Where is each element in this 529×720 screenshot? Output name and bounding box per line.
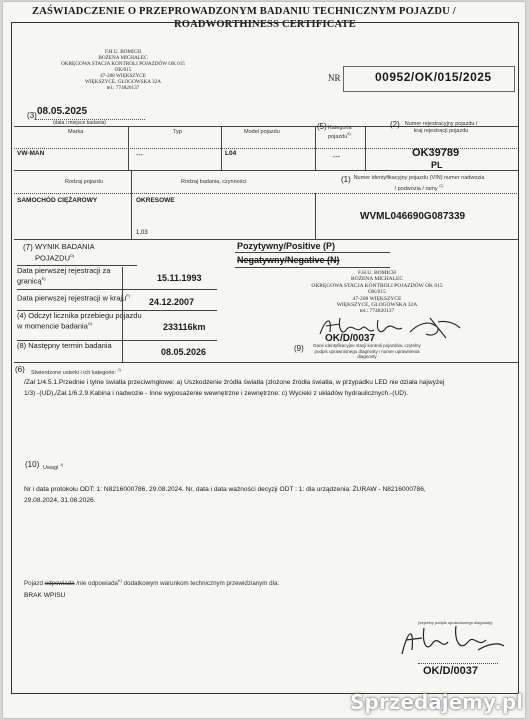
col-header-model: Model pojazdu (244, 129, 280, 135)
defects-label: Stwierdzone usterki i ich kategorie: $^{J)}$ (31, 367, 121, 376)
col-header-typ: Typ (173, 129, 182, 135)
diag-num: (9) (294, 344, 304, 353)
registration-country: PL (431, 160, 443, 170)
title-line-2: ROADWORTHINESS CERTIFICATE (174, 19, 356, 30)
station-stamp-top: F.H.U. BOMICH BOŻENA MICHALEC OKRĘGOWA STACJA KONTROLI POJAZDÓW OK 015 OK/015 47-208 WIĘKSZYCE WIĘKSZYCE, GŁOGOWSKA 32A tel.: 774820137 (61, 49, 185, 91)
kategoria-number: (5) (317, 122, 327, 131)
vehicle-model: L04 (225, 150, 237, 157)
result-positive: Pozytywny/Positive (P) (237, 241, 336, 251)
col-header-kategoria: Kategoria pojazdu$^{6)}$ (328, 125, 352, 140)
defects-text-1: /Zał 1/4.5.1.Przednie i tylne światła przeciwmgłowe: a) Uszkodzenie źródła światła (złożone źródła światła, w przypadku LED nie działa najwyżej (24, 379, 445, 386)
vin-number: WVML046690G087339 (360, 211, 466, 222)
inspection-type-code: 1.03 (136, 230, 148, 236)
date-field-number: (3) (27, 111, 37, 120)
vin-label-num: (1) (341, 175, 351, 184)
result-label: WYNIK BADANIA $POJAZDU^{D)}$ (35, 242, 95, 263)
reg-number-label-num: (2) (390, 120, 400, 129)
vehicle-marka: VW-MAN (17, 150, 45, 157)
conformity-value: BRAK WPISU (24, 592, 66, 599)
title-line-1: ZAŚWIADCZENIE O PRZEPROWADZONYM BADANIU TECHNICZNYM POJAZDU / (32, 6, 456, 17)
col-header-reg: Numer rejestracyjny pojazdu i kraj rejestracji pojazdu (404, 121, 478, 134)
col-header-rodzaj-badania: Rodzaj badania, czynności (181, 179, 247, 185)
inspection-date: 08.05.2025 (37, 106, 88, 117)
result-negative: Negatywny/Negative (N) (237, 255, 340, 265)
date-caption: (data i miejsce badania) (53, 120, 107, 126)
col-header-marka: Marka (68, 129, 84, 135)
col-header-rodzaj: Rodzaj pojazdu (65, 179, 103, 185)
footer-code: OK/D/0037 (423, 665, 479, 677)
col-header-vin: Numer identyfikacyjny pojazdu (VIN) numer nadwozia / podwozia / ramy $^{C)}$ (353, 175, 485, 192)
defects-num: (6) (15, 365, 25, 374)
vehicle-rodzaj: SAMOCHÓD CIĘŻAROWY (17, 197, 98, 204)
defects-text-2: 1/3) -(UD),/Zał.1/6.2.9.Kabina i nadwozie - Inne wyposażenie wewnętrzne i zewnętrzne: c) Wycieki z układów hydraulicznych.-(UD). (24, 390, 408, 397)
certificate-number: 00952/OK/015/2025 (375, 70, 492, 84)
first-reg-country-value: 24.12.2007 (149, 297, 195, 307)
vehicle-kategoria: --- (333, 154, 340, 161)
remarks-num: (10) (25, 460, 40, 469)
diagnostician-code: OK/D/0037 (325, 333, 376, 344)
inspection-type: OKRESOWE (136, 197, 175, 204)
station-stamp-middle: F.H.U. BOMICH BOŻENA MICHALEC OKRĘGOWA STACJA KONTROLI POJAZDÓW OK 015 OK/015 47-208 WIĘKSZYCE WIĘKSZYCE, GŁOGOWSKA 32A tel.: 774820137 (311, 270, 443, 315)
first-reg-country-label: Data pierwszej rejestracji w kraju$^{F)}$ (17, 293, 130, 303)
result-num: (7) (23, 243, 33, 252)
first-reg-abroad-label: Data pierwszej rejestracji za granicą$^{E)}$ (17, 266, 111, 286)
vehicle-typ: --- (136, 152, 143, 159)
watermark-logo: Sprzedajemy.pl (350, 690, 523, 714)
remarks-text-1: Nr i data protokołu ODT: 1: N8216000786, 29.08.2024. Nr, data i data ważności decyzji ODT : 1: dla urządzenia: ŻURAW - N8216000786, (24, 486, 426, 493)
signature-caption: (czytelny podpis uprawnionego diagnosty) (418, 620, 493, 625)
remarks-label: Uwagi $^{J)}$ (43, 462, 64, 471)
certificate-page (3, 2, 525, 718)
odometer-label: (4) Odczyt licznika przebiegu pojazdu w momencie badania$^{G)}$ (17, 311, 142, 331)
nr-label: NR (328, 73, 341, 83)
bottom-signature (398, 620, 508, 662)
next-inspection-value: 08.05.2026 (161, 347, 207, 357)
first-reg-abroad-value: 15.11.1993 (157, 273, 202, 283)
conformity-statement: Pojazd odpowiada /nie odpowiada$^{K)}$ dodatkowym warunkom technicznym przewidzianym dla: (24, 578, 280, 588)
remarks-text-2: 29.08.2024, 31.08.2026. (24, 497, 96, 504)
registration-number: OK39789 (412, 147, 460, 159)
diag-caption: Dane identyfikacyjne stacji kontroli pojazdów, czytelny podpis uprawnionego diagnosty i numer uprawnienia diagnosty (313, 343, 421, 359)
next-inspection-label: (8) Następny termin badania (17, 341, 112, 350)
odometer-value: 233116km (163, 322, 206, 332)
